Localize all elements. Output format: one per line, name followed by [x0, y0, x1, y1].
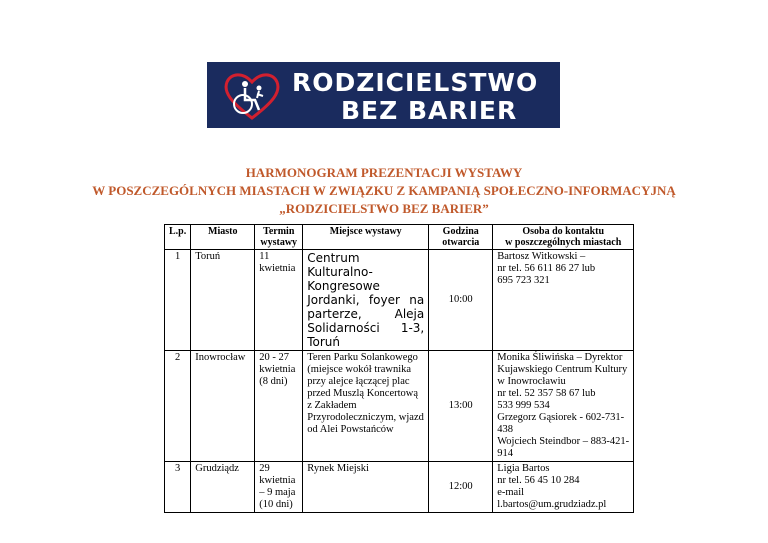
- contact-line: Bartosz Witkowski –: [497, 251, 586, 262]
- date-line: (10 dni): [259, 499, 293, 510]
- cell-place: Teren Parku Solankowego (miejsce wokół trawnika przy alejce łączącej plac przed Muszlą Koncertową z Zakładem Przyrodoleczniczym, wjazd od Alei Powstańców: [303, 351, 429, 462]
- date-line: 29: [259, 463, 270, 474]
- logo-banner: [207, 62, 560, 128]
- header-contact: [493, 225, 634, 250]
- cell-date: [255, 351, 303, 462]
- contact-line: e-mail l.bartos@um.grudziadz.pl: [497, 487, 607, 510]
- heading-line-2: W POSZCZEGÓLNYCH MIASTACH W ZWIĄZKU Z KAMPANIĄ SPOŁECZNO-INFORMACYJNĄ: [92, 183, 676, 198]
- cell-city: Grudziądz: [191, 462, 255, 513]
- date-line: kwietnia: [259, 263, 296, 274]
- logo-title-line2: BEZ BARIER: [341, 96, 518, 125]
- cell-contact: [493, 250, 634, 351]
- header-date: [255, 225, 303, 250]
- cell-contact: [493, 351, 634, 462]
- contact-line: nr tel. 56 611 86 27 lub: [497, 263, 596, 274]
- header-hour-line1: Godzina: [442, 226, 479, 237]
- heading-line-1: HARMONOGRAM PREZENTACJI WYSTAWY: [245, 165, 523, 180]
- contact-line: Grzegorz Gąsiorek - 602-731-438: [497, 412, 625, 435]
- cell-place: Rynek Miejski: [303, 462, 429, 513]
- date-line: 11: [259, 251, 270, 262]
- contact-line: 695 723 321: [497, 275, 550, 286]
- date-line: kwietnia: [259, 475, 296, 486]
- cell-place: Centrum Kulturalno-Kongresowe Jordanki, foyer na parterze, Aleja Solidarności 1-3, Toruń: [303, 250, 429, 351]
- document-heading: [0, 164, 768, 218]
- header-lp: L.p.: [165, 225, 191, 250]
- header-city: Miasto: [191, 225, 255, 250]
- cell-hour: 13:00: [429, 351, 493, 462]
- logo-title-line1: RODZICIELSTWO: [292, 68, 539, 97]
- contact-line: Ligia Bartos: [497, 463, 550, 474]
- header-contact-line1: Osoba do kontaktu: [522, 226, 605, 237]
- header-contact-line2: w poszczególnych miastach: [505, 237, 622, 248]
- contact-line: Kujawskiego Centrum Kultury: [497, 364, 628, 375]
- cell-date: [255, 462, 303, 513]
- cell-city: Toruń: [191, 250, 255, 351]
- contact-line: 914: [497, 448, 513, 459]
- cell-city: Inowrocław: [191, 351, 255, 462]
- table-row: [165, 250, 634, 351]
- contact-line: nr tel. 56 45 10 284: [497, 475, 580, 486]
- cell-lp: 1: [165, 250, 191, 351]
- cell-lp: 2: [165, 351, 191, 462]
- contact-line: w Inowrocławiu: [497, 376, 566, 387]
- date-line: (8 dni): [259, 376, 288, 387]
- date-line: – 9 maja: [259, 487, 296, 498]
- contact-line: Monika Śliwińska – Dyrektor: [497, 352, 623, 363]
- table-row: [165, 462, 634, 513]
- date-line: kwietnia: [259, 364, 296, 375]
- header-date-line2: wystawy: [260, 237, 298, 248]
- contact-line: nr tel. 52 357 58 67 lub: [497, 388, 596, 399]
- header-hour: [429, 225, 493, 250]
- header-hour-line2: otwarcia: [442, 237, 480, 248]
- date-line: 20 - 27: [259, 352, 289, 363]
- contact-line: 533 999 534: [497, 400, 550, 411]
- cell-hour: 12:00: [429, 462, 493, 513]
- cell-lp: 3: [165, 462, 191, 513]
- heading-line-3: „RODZICIELSTWO BEZ BARIER”: [279, 201, 489, 216]
- schedule-table: [164, 224, 634, 513]
- table-row: [165, 351, 634, 462]
- cell-hour: 10:00: [429, 250, 493, 351]
- table-header-row: [165, 225, 634, 250]
- contact-line: Wojciech Steindbor – 883-421-: [497, 436, 630, 447]
- cell-date: [255, 250, 303, 351]
- wheelchair-family-heart-icon: [221, 70, 283, 122]
- header-date-line1: Termin: [263, 226, 295, 237]
- header-place: Miejsce wystawy: [303, 225, 429, 250]
- cell-contact: [493, 462, 634, 513]
